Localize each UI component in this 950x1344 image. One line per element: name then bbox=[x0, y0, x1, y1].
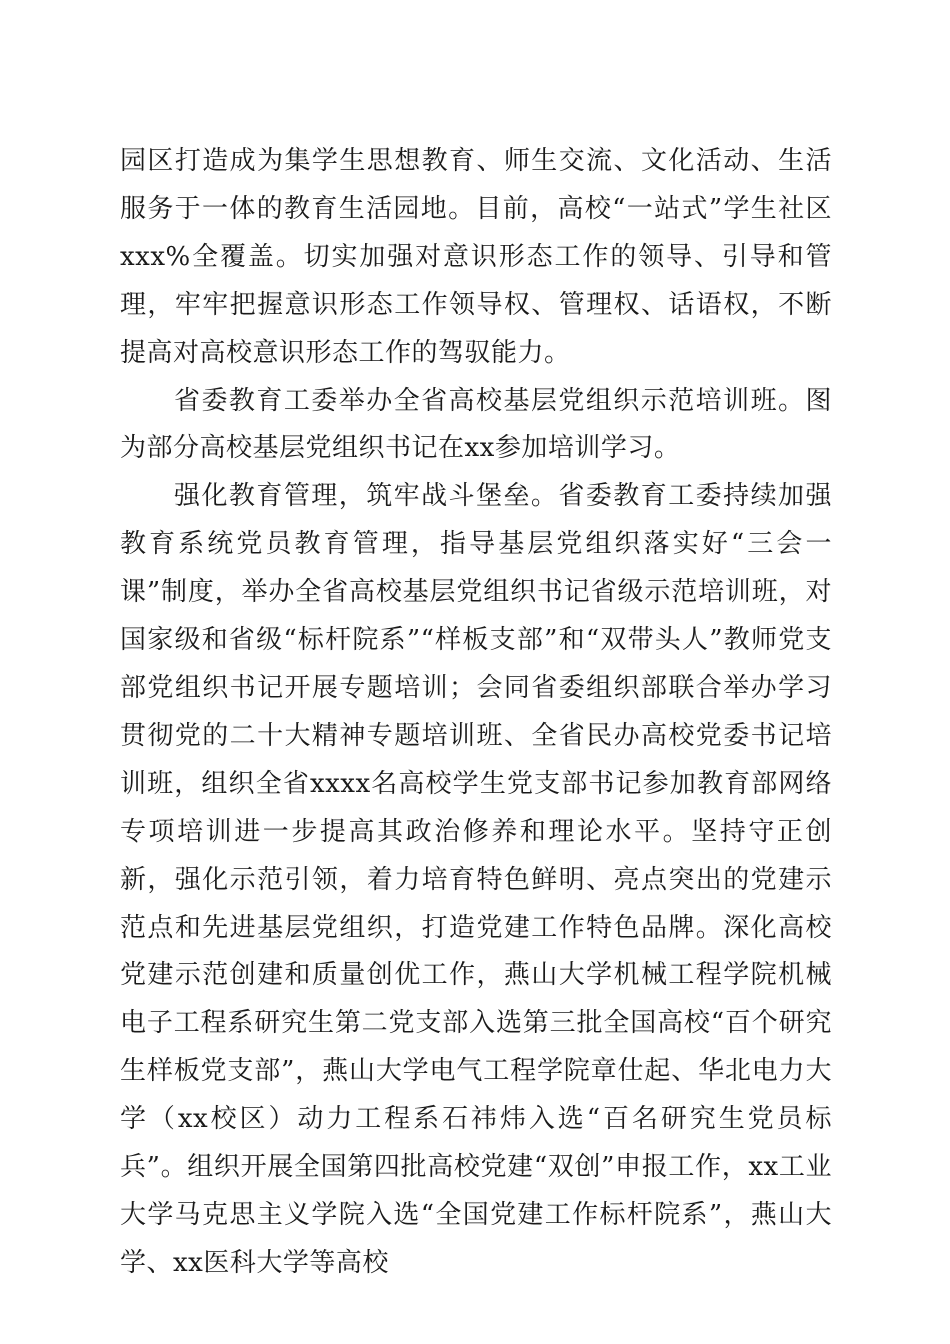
paragraph-photo-caption: 省委教育工委举办全省高校基层党组织示范培训班。图为部分高校基层党组织书记在xx参加培训学习。 bbox=[120, 385, 832, 464]
document-body bbox=[120, 138, 832, 1288]
paragraph-education-management: 强化教育管理，筑牢战斗堡垒。省委教育工委持续加强教育系统党员教育管理，指导基层党组织落实好“三会一课”制度，举办全省高校基层党组织书记省级示范培训班，对国家级和省级“标杆院系”“样板支部”和“双带头人”教师党支部党组织书记开展专题培训；会同省委组织部联合举办学习贯彻党的二十大精神专题培训班、全省民办高校党委书记培训班，组织全省xxxx名高校学生党支部书记参加教育部网络专项培训进一步提高其政治修养和理论水平。坚持守正创新，强化示范引领，着力培育特色鲜明、亮点突出的党建示范点和先进基层党组织，打造党建工作特色品牌。深化高校党建示范创建和质量创优工作，燕山大学机械工程学院机械电子工程系研究生第二党支部入选第三批全国高校“百个研究生样板党支部”，燕山大学电气工程学院章仕起、华北电力大学（xx校区）动力工程系石祎炜入选“百名研究生党员标兵”。组织开展全国第四批高校党建“双创”申报工作，xx工业大学马克思主义学院入选“全国党建工作标杆院系”，燕山大学、xx医科大学等高校 bbox=[120, 481, 832, 1278]
paragraph-campus-community: 园区打造成为集学生思想教育、师生交流、文化活动、生活服务于一体的教育生活园地。目前，高校“一站式”学生社区xxx%全覆盖。切实加强对意识形态工作的领导、引导和管理，牢牢把握意识形态工作领导权、管理权、话语权，不断提高对高校意识形态工作的驾驭能力。 bbox=[120, 146, 832, 368]
